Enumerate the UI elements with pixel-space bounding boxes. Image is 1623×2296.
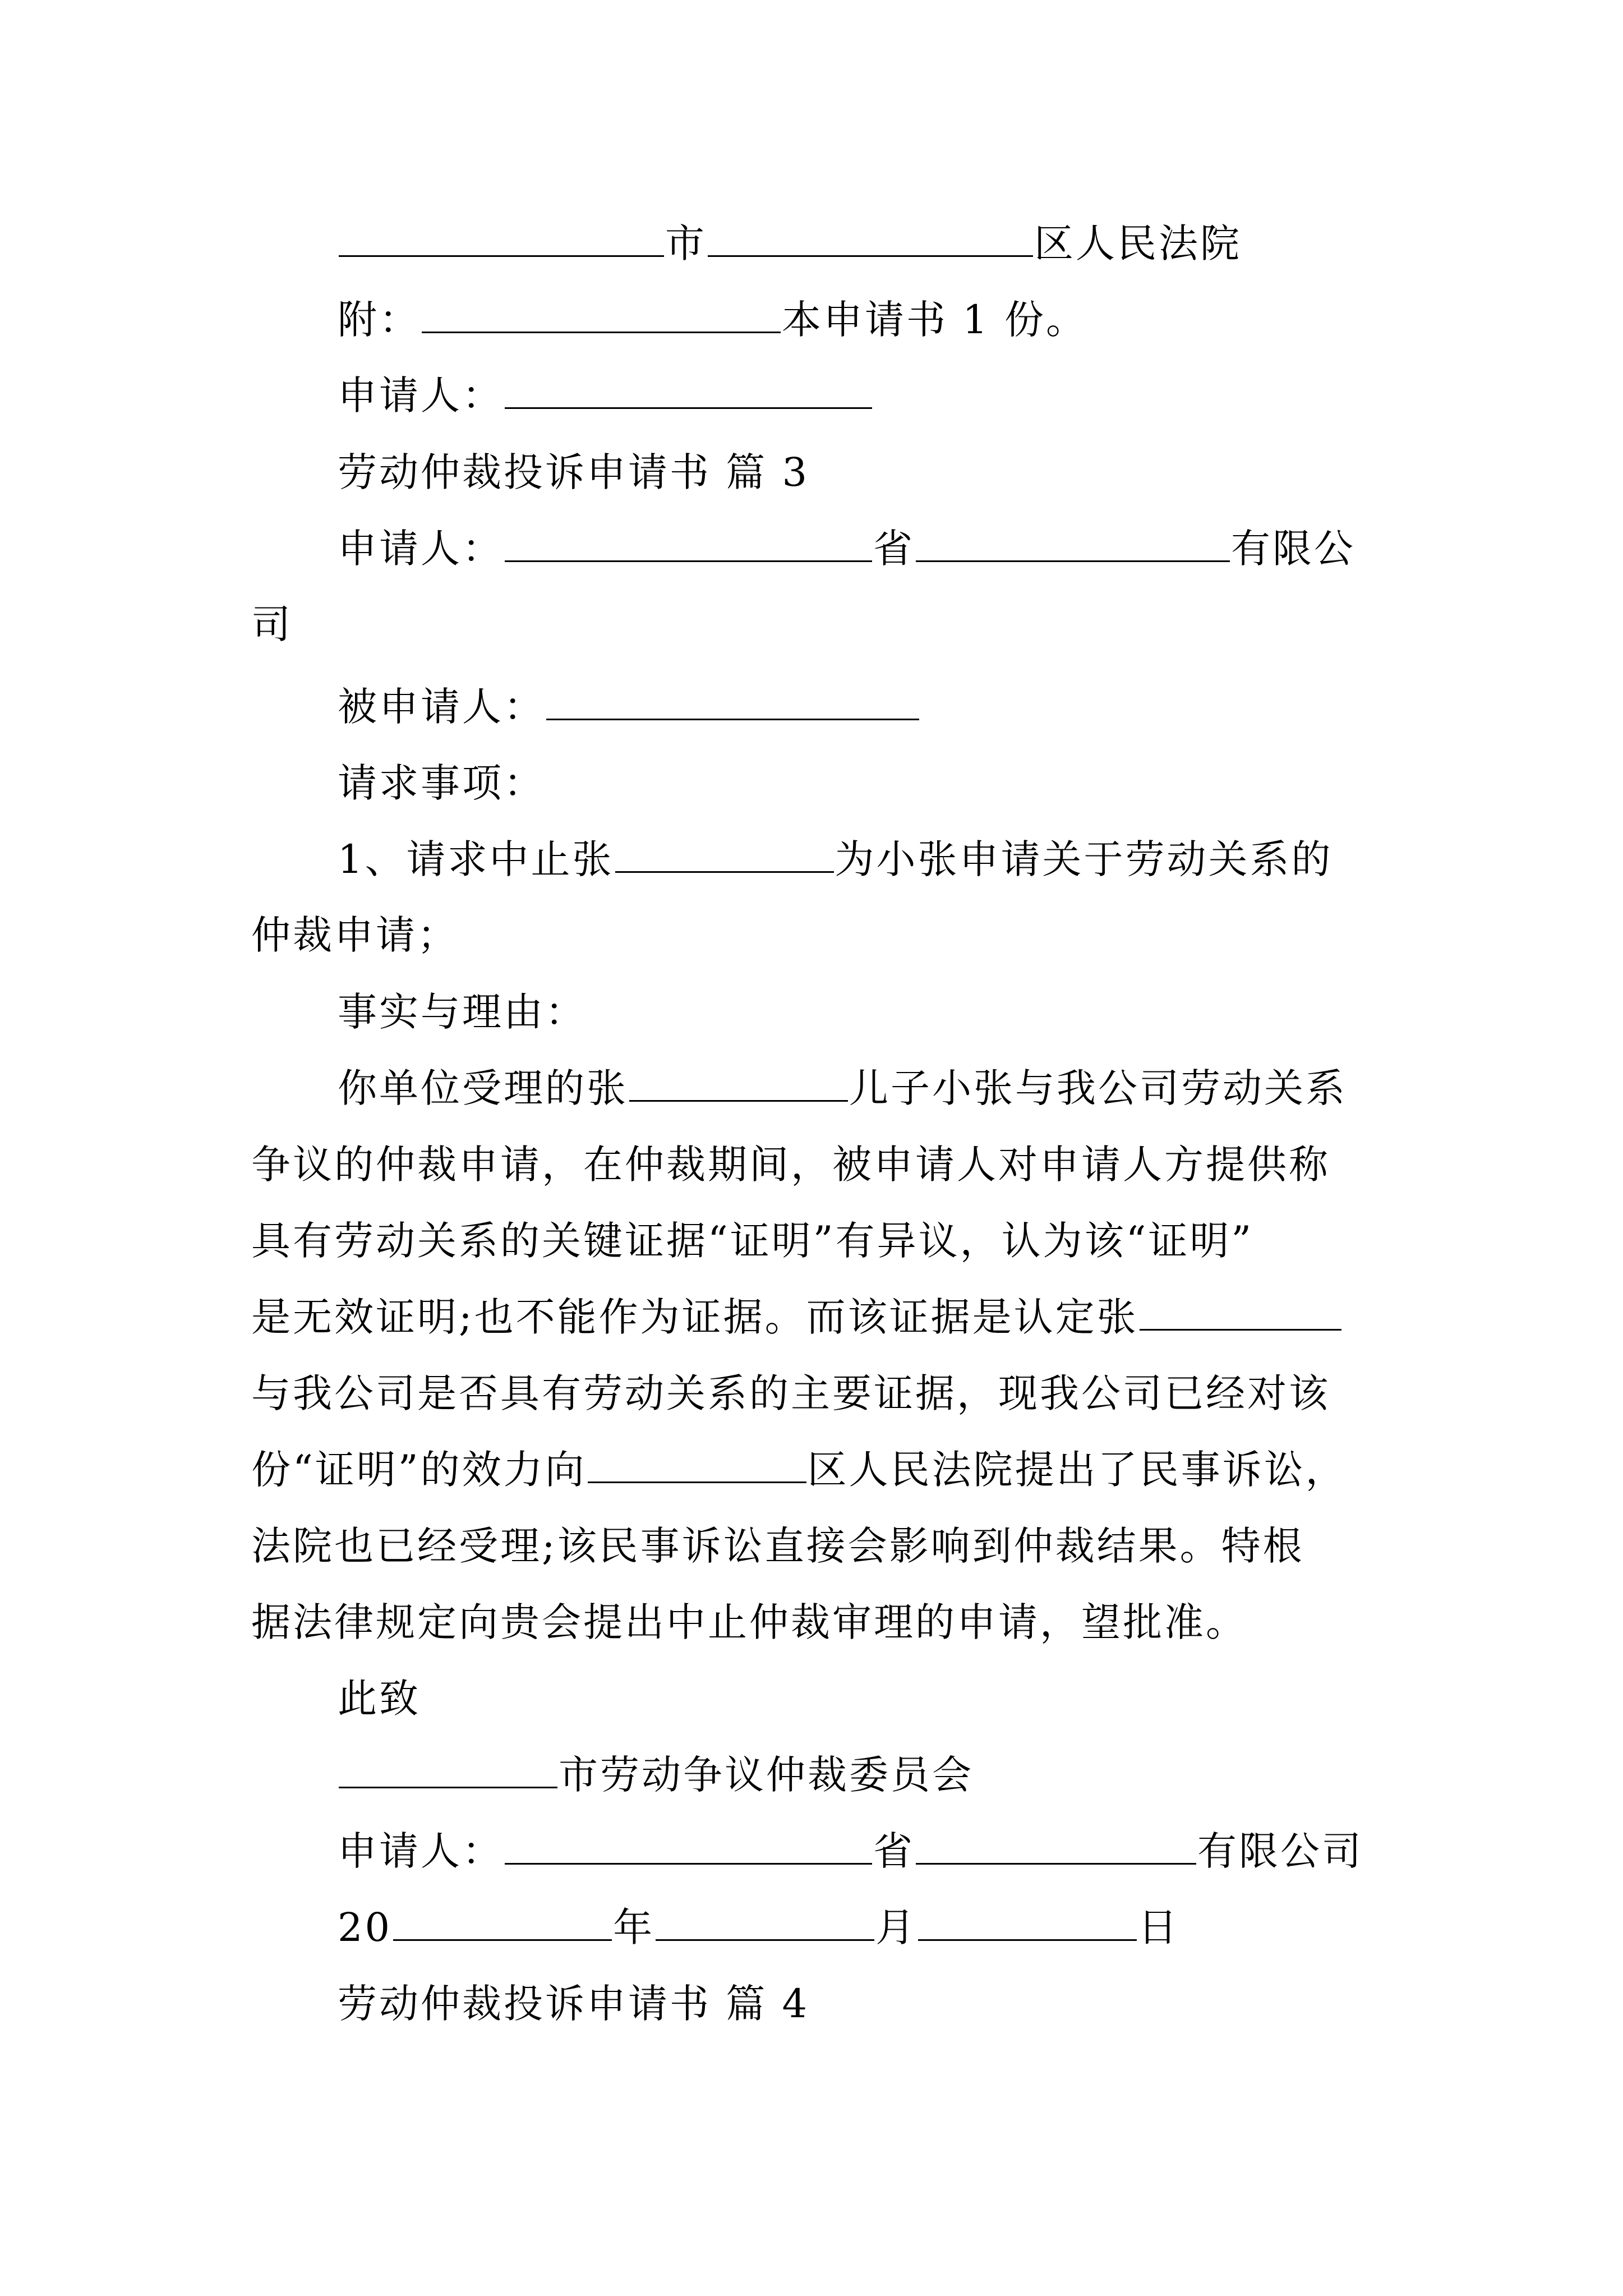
blank-signature-company [916,1824,1196,1865]
signature-line: 申请人： 省 有限公司 [338,1818,1363,1885]
applicant-line: 申请人： 省 有限公 [338,515,1355,582]
facts-line-1: 你单位受理的张 儿子小张与我公司劳动关系 [338,1055,1347,1122]
facts-line-4: 是无效证明;也不能作为证据。而该证据是认定张 [251,1283,1343,1351]
blank-month [656,1900,874,1941]
facts-line-7: 法院也已经受理;该民事诉讼直接会影响到仲裁结果。特根 [251,1523,1304,1569]
blank-committee-city [339,1747,557,1788]
blank-city [339,216,664,257]
blank-facts-district [588,1442,806,1483]
blank-year [393,1900,612,1941]
facts-line-8: 据法律规定向贵会提出中止仲裁审理的申请，望批准。 [251,1599,1247,1645]
blank-district [708,216,1033,257]
committee-line: 市劳动争议仲裁委员会 [338,1741,974,1809]
section-4-title: 劳动仲裁投诉申请书 篇 4 [338,1981,810,2027]
request-1-wrap: 仲裁申请； [251,912,459,958]
blank-facts-name [629,1061,848,1102]
respondent-line: 被申请人： [338,673,920,740]
facts-line-2: 争议的仲裁申请，在仲裁期间，被申请人对申请人方提供称 [251,1142,1330,1188]
facts-line-5: 与我公司是否具有劳动关系的主要证据，现我公司已经对该 [251,1370,1330,1416]
blank-applicant-province [505,521,872,562]
blank-attachment [422,292,781,333]
requests-heading: 请求事项： [338,760,545,806]
facts-heading: 事实与理由： [338,989,587,1035]
blank-applicant-name [505,368,872,409]
blank-respondent [546,679,919,720]
blank-signature-province [505,1824,872,1865]
request-1-line: 1、请求中止张 为小张申请关于劳动关系的 [338,826,1333,893]
section-3-title: 劳动仲裁投诉申请书 篇 3 [338,449,810,495]
blank-facts-name-2 [1140,1290,1341,1331]
date-line: 20 年 月 日 [338,1894,1179,1961]
blank-request-name [615,832,834,873]
blank-day [918,1900,1137,1941]
applicant-line-wrap: 司 [251,601,293,647]
facts-line-6: 份“证明”的效力向 区人民法院提出了民事诉讼， [251,1436,1347,1503]
applicant-signature-1: 申请人： [338,362,873,429]
court-line: 市 区人民法院 [338,210,1242,277]
facts-line-3: 具有劳动关系的关键证据“证明”有异议，认为该“证明” [251,1218,1254,1264]
salutation: 此致 [338,1676,421,1722]
attachment-line: 附： 本申请书 1 份。 [338,286,1087,353]
blank-applicant-company [916,521,1230,562]
